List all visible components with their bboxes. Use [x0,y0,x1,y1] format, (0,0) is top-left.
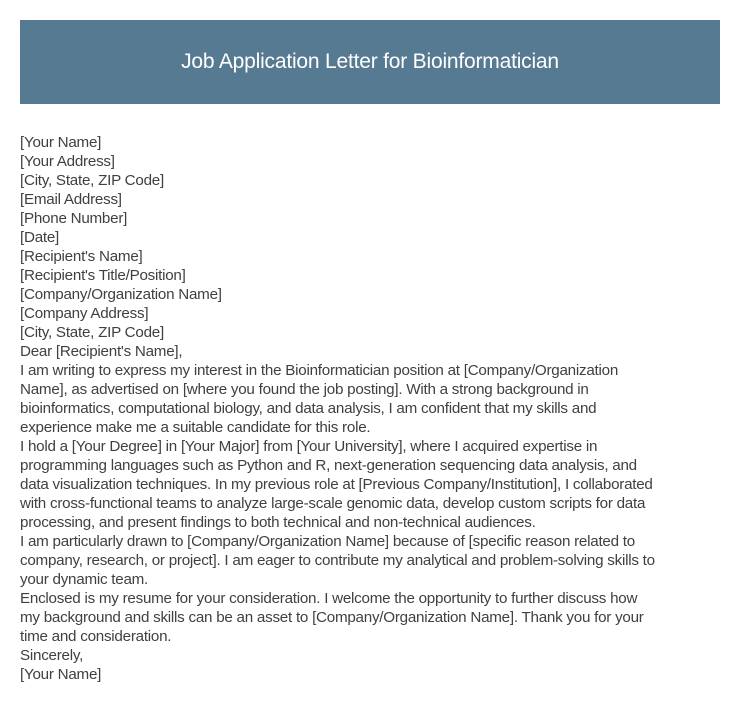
sender-address: [Your Address] [20,153,115,170]
sender-phone: [Phone Number] [20,210,128,227]
paragraph-qualifications [20,437,725,532]
paragraph-line: my background and skills can be an asset to [Company/Organization Name]. Thank you for your [20,609,644,626]
paragraph-closing [20,589,725,646]
paragraph-intro [20,361,725,437]
signature: [Your Name] [20,666,102,683]
paragraph-line: I hold a [Your Degree] in [Your Major] from [Your University], where I acquired expertise in [20,438,598,455]
paragraph-line: I am particularly drawn to [Company/Organization Name] because of [specific reason related to [20,533,635,550]
page-title: Job Application Letter for Bioinformatician [181,50,559,73]
sender-name: [Your Name] [20,134,102,151]
paragraph-line: time and consideration. [20,628,172,645]
recipient-name: [Recipient's Name] [20,248,143,265]
recipient-company: [Company/Organization Name] [20,286,222,303]
closing: Sincerely, [20,647,84,664]
recipient-address: [Company Address] [20,305,149,322]
page-header [20,20,720,104]
paragraph-line: programming languages such as Python and R, next-generation sequencing data analysis, and [20,457,637,474]
paragraph-line: data visualization techniques. In my previous role at [Previous Company/Institution], I collaborated [20,476,653,493]
sender-block [20,133,725,247]
recipient-city-state-zip: [City, State, ZIP Code] [20,324,164,341]
letter-date: [Date] [20,229,60,246]
paragraph-line: with cross-functional teams to analyze large-scale genomic data, develop custom scripts for data [20,495,646,512]
sender-email: [Email Address] [20,191,122,208]
paragraph-line: Name], as advertised on [where you found the job posting]. With a strong background in [20,381,589,398]
paragraph-motivation [20,532,725,589]
paragraph-line: bioinformatics, computational biology, and data analysis, I am confident that my skills and [20,400,597,417]
paragraph-line: company, research, or project]. I am eager to contribute my analytical and problem-solving skills to [20,552,655,569]
letter-body [20,133,725,684]
paragraph-line: experience make me a suitable candidate for this role. [20,419,371,436]
paragraph-line: processing, and present findings to both technical and non-technical audiences. [20,514,536,531]
recipient-block [20,247,725,342]
paragraph-line: I am writing to express my interest in the Bioinformatician position at [Company/Organization [20,362,619,379]
paragraph-line: your dynamic team. [20,571,149,588]
recipient-title: [Recipient's Title/Position] [20,267,186,284]
sender-city-state-zip: [City, State, ZIP Code] [20,172,164,189]
paragraph-line: Enclosed is my resume for your consideration. I welcome the opportunity to further discuss how [20,590,638,607]
salutation: Dear [Recipient's Name], [20,343,183,360]
